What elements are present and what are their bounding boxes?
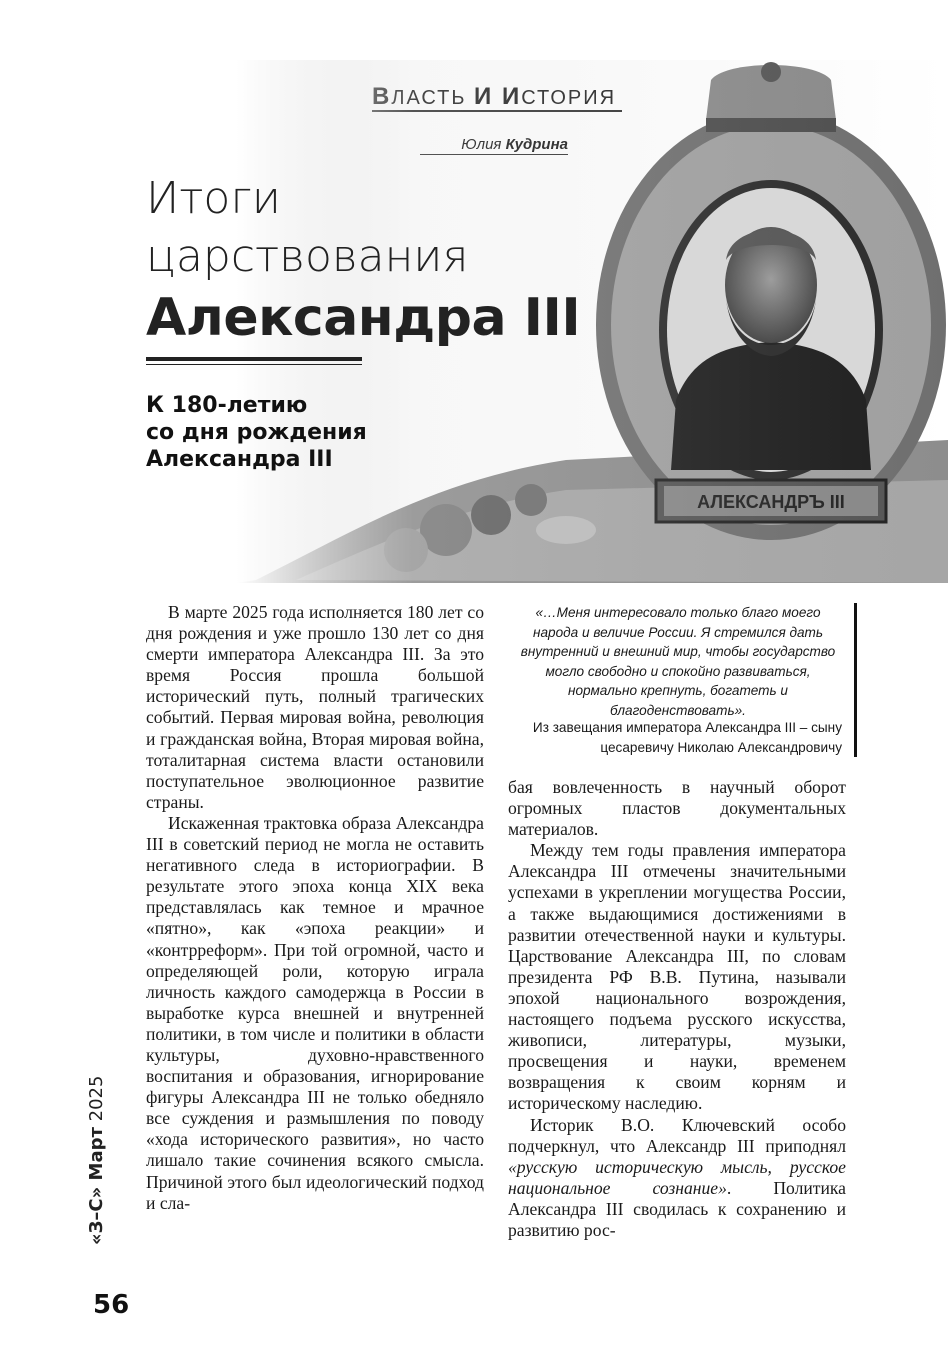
issue-label: «З–С» Март 2025 [86, 1075, 107, 1245]
paragraph: Между тем годы правления императора Александра III отмечены значительными успехами в укреплении могущества России, а также выдающимися достижениями в развитии отечественной науки и культуры. Царствование Александра III, по словам президента РФ В.В. Путина, называли эпохой национального возрождения, настоящего подъема русского искусства, живописи, литературы, музыки, просвещения и науки, временем возвращения к своим корням и историческому наследию. [508, 840, 846, 1114]
article-subtitle: К 180-летию со дня рождения Александра III [146, 393, 367, 472]
epigraph-quote: «…Меня интересовало только благо моего народа и величие России. Я стремился дать внутренний и внешний мир, чтобы государство могло свободно и спокойно развиваться, нормально крепнуть, богатеть и благоденствовать». [514, 603, 857, 720]
epigraph-source: Из завещания императора Александра III – сыну цесаревичу Николаю Александровичу [514, 718, 857, 757]
title-rule-thin [146, 364, 362, 365]
article-title: Итоги царствования Александра III [146, 173, 581, 348]
paragraph: Историк В.О. Ключевский особо подчеркнул, что Александр III приподнял «русскую историческую мысль, русское национальное сознание». Политика Александра III сводилась к сохранению и развитию рос- [508, 1114, 846, 1240]
paragraph: бая вовлеченность в научный оборот огромных пластов документальных материалов. [508, 777, 846, 840]
body-column-right [508, 777, 846, 1241]
paragraph: В марте 2025 года исполняется 180 лет со дня рождения и уже прошло 130 лет со дня смерти императора Александра III. За это время Россия прошла большой исторический путь, полный трагических событий. Первая мировая война, революция и гражданская война, Вторая мировая война, тоталитарная система власти остановили поступательное эволюционное развитие страны. [146, 602, 484, 812]
title-rule [146, 357, 362, 361]
page-number: 56 [93, 1290, 130, 1320]
body-column-left [146, 602, 484, 1214]
paragraph: Искаженная трактовка образа Александра III в советский период не могла не оставить негативного следа в историографии. В результате этого эпоха конца XIX века представлялась как темное и мрачное «пятно», как «эпоха реакции» и «контрреформ». При той огромной, часто и определяющей роли, которую играла личность каждого самодержца в России в выработке курса внешней и внутренней политики, в том числе и политики в области культуры, духовно-нравственного воспитания и образования, игнорирование фигуры Александра III не только обедняло все суждения и размышления по поводу «хода исторического развития», но часто лишало такие сочинения всякого смысла. Причиной этого был идеологический подход и сла- [146, 812, 484, 1213]
